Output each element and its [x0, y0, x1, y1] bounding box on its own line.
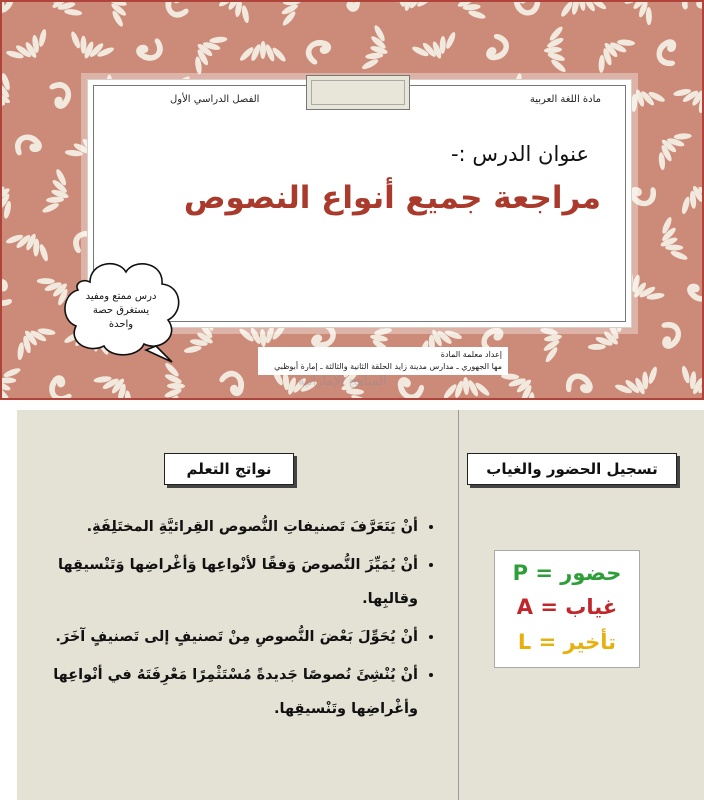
leaf-motif — [63, 29, 117, 68]
watermark: المناهج الإماراتية — [298, 374, 387, 389]
leaf-motif — [542, 25, 567, 76]
cloud-line-2: يستغرق حصة — [92, 305, 150, 316]
leaf-motif — [360, 23, 395, 76]
leaf-motif — [217, 366, 249, 398]
leaf-motif — [301, 34, 335, 66]
leaf-motif — [672, 175, 702, 217]
leaf-motif — [613, 2, 664, 28]
leaf-motif — [393, 373, 427, 398]
leaf-motif — [670, 77, 702, 123]
leaf-motif — [40, 167, 77, 221]
leaf-motif — [2, 2, 14, 13]
leaf-motif — [612, 364, 666, 398]
leaf-motif — [238, 41, 288, 64]
lesson-title: مراجعة جميع أنواع النصوص — [183, 180, 601, 216]
cloud-text — [62, 290, 180, 332]
leaf-motif — [646, 121, 694, 173]
outcomes-list — [32, 510, 440, 730]
leaf-motif — [163, 361, 186, 398]
cloud-line-1: درس ممتع ومفيد — [85, 291, 157, 302]
leaf-motif — [206, 2, 259, 26]
outcome-item: • أنْ يَتَعَرَّفَ تَصنيفاتِ النُّصوص القِرائيَّةِ المختَلِفَةِ. — [32, 510, 418, 544]
leaf-motif — [14, 134, 42, 156]
leaf-motif — [654, 37, 680, 68]
leaf-motif — [556, 2, 608, 19]
leaf-motif — [46, 373, 73, 398]
leaf-motif — [161, 2, 190, 21]
leaf-motif — [103, 2, 138, 29]
leaf-motif — [410, 29, 464, 66]
lesson-label: عنوان الدرس :- — [450, 142, 589, 166]
outcome-item: • أنْ يُحَوِّلَ بَعْضَ النُّصوصِ مِنْ تَصنيفٍ إلى تَصنيفٍ آخَرَ. — [32, 620, 418, 654]
leaf-motif — [382, 2, 434, 16]
column-divider — [458, 410, 459, 800]
leaf-motif — [587, 27, 638, 76]
title-tab — [306, 75, 410, 110]
leaf-motif — [3, 26, 56, 70]
leaf-motif — [134, 37, 165, 64]
leaf-motif — [183, 25, 231, 77]
leaf-motif — [2, 360, 23, 398]
outcome-item: • أنْ يُنْشِئَ نُصوصًا جَديدةً مُسْتَثْمِرًا مَعْرِفَتَهُ في أنْواعِها وأغْراضِها وتَنْسيقِها. — [32, 658, 418, 726]
leaf-motif — [6, 316, 58, 363]
leaf-motif — [38, 2, 85, 27]
term-label: الفصل الدراسي الأول — [170, 94, 260, 105]
leaf-motif — [3, 223, 57, 264]
cloud-line-3: واحدة — [108, 319, 134, 330]
attendance-key-box — [494, 550, 640, 668]
leaf-motif — [2, 278, 12, 307]
leaf-motif — [651, 214, 690, 268]
leaf-motif — [441, 375, 492, 398]
leaf-motif — [49, 80, 73, 110]
leaf-motif — [447, 2, 488, 28]
leaf-motif — [2, 169, 23, 222]
attendance-late: تأخير = L — [517, 630, 617, 654]
attendance-absent: غياب = A — [516, 595, 618, 619]
page-gap — [0, 400, 704, 410]
leaf-motif — [482, 32, 514, 66]
attendance-present: حضور = P — [512, 561, 622, 585]
leaf-motif — [277, 2, 303, 28]
leaf-motif — [659, 321, 682, 350]
subject-label: مادة اللغة العربية — [529, 94, 601, 105]
attendance-heading: تسجيل الحضور والغياب — [467, 453, 677, 485]
leaf-motif — [672, 363, 702, 398]
credit-line-1: إعداد معلمة المادة — [440, 350, 502, 359]
credit-box — [258, 347, 508, 375]
leaf-motif — [333, 2, 366, 16]
outcome-item: • أنْ يُمَيِّزَ النُّصوصَ وَفقًا لأنْواعِها وَأغْراضِها وَتَنْسيقِها وقالبِها. — [32, 548, 418, 616]
leaf-motif — [509, 2, 542, 20]
leaf-motif — [2, 70, 21, 124]
leaf-motif — [681, 2, 702, 12]
leaf-motif — [91, 364, 143, 398]
leaf-motif — [565, 371, 596, 397]
outcomes-heading: نواتج التعلم — [164, 453, 294, 485]
leaf-motif — [687, 281, 702, 301]
credit-line-2: مها الجهوري ـ مدارس مدينة زايد الحلقة الثانية والثالثة ـ إمارة أبوظبي — [274, 362, 502, 371]
